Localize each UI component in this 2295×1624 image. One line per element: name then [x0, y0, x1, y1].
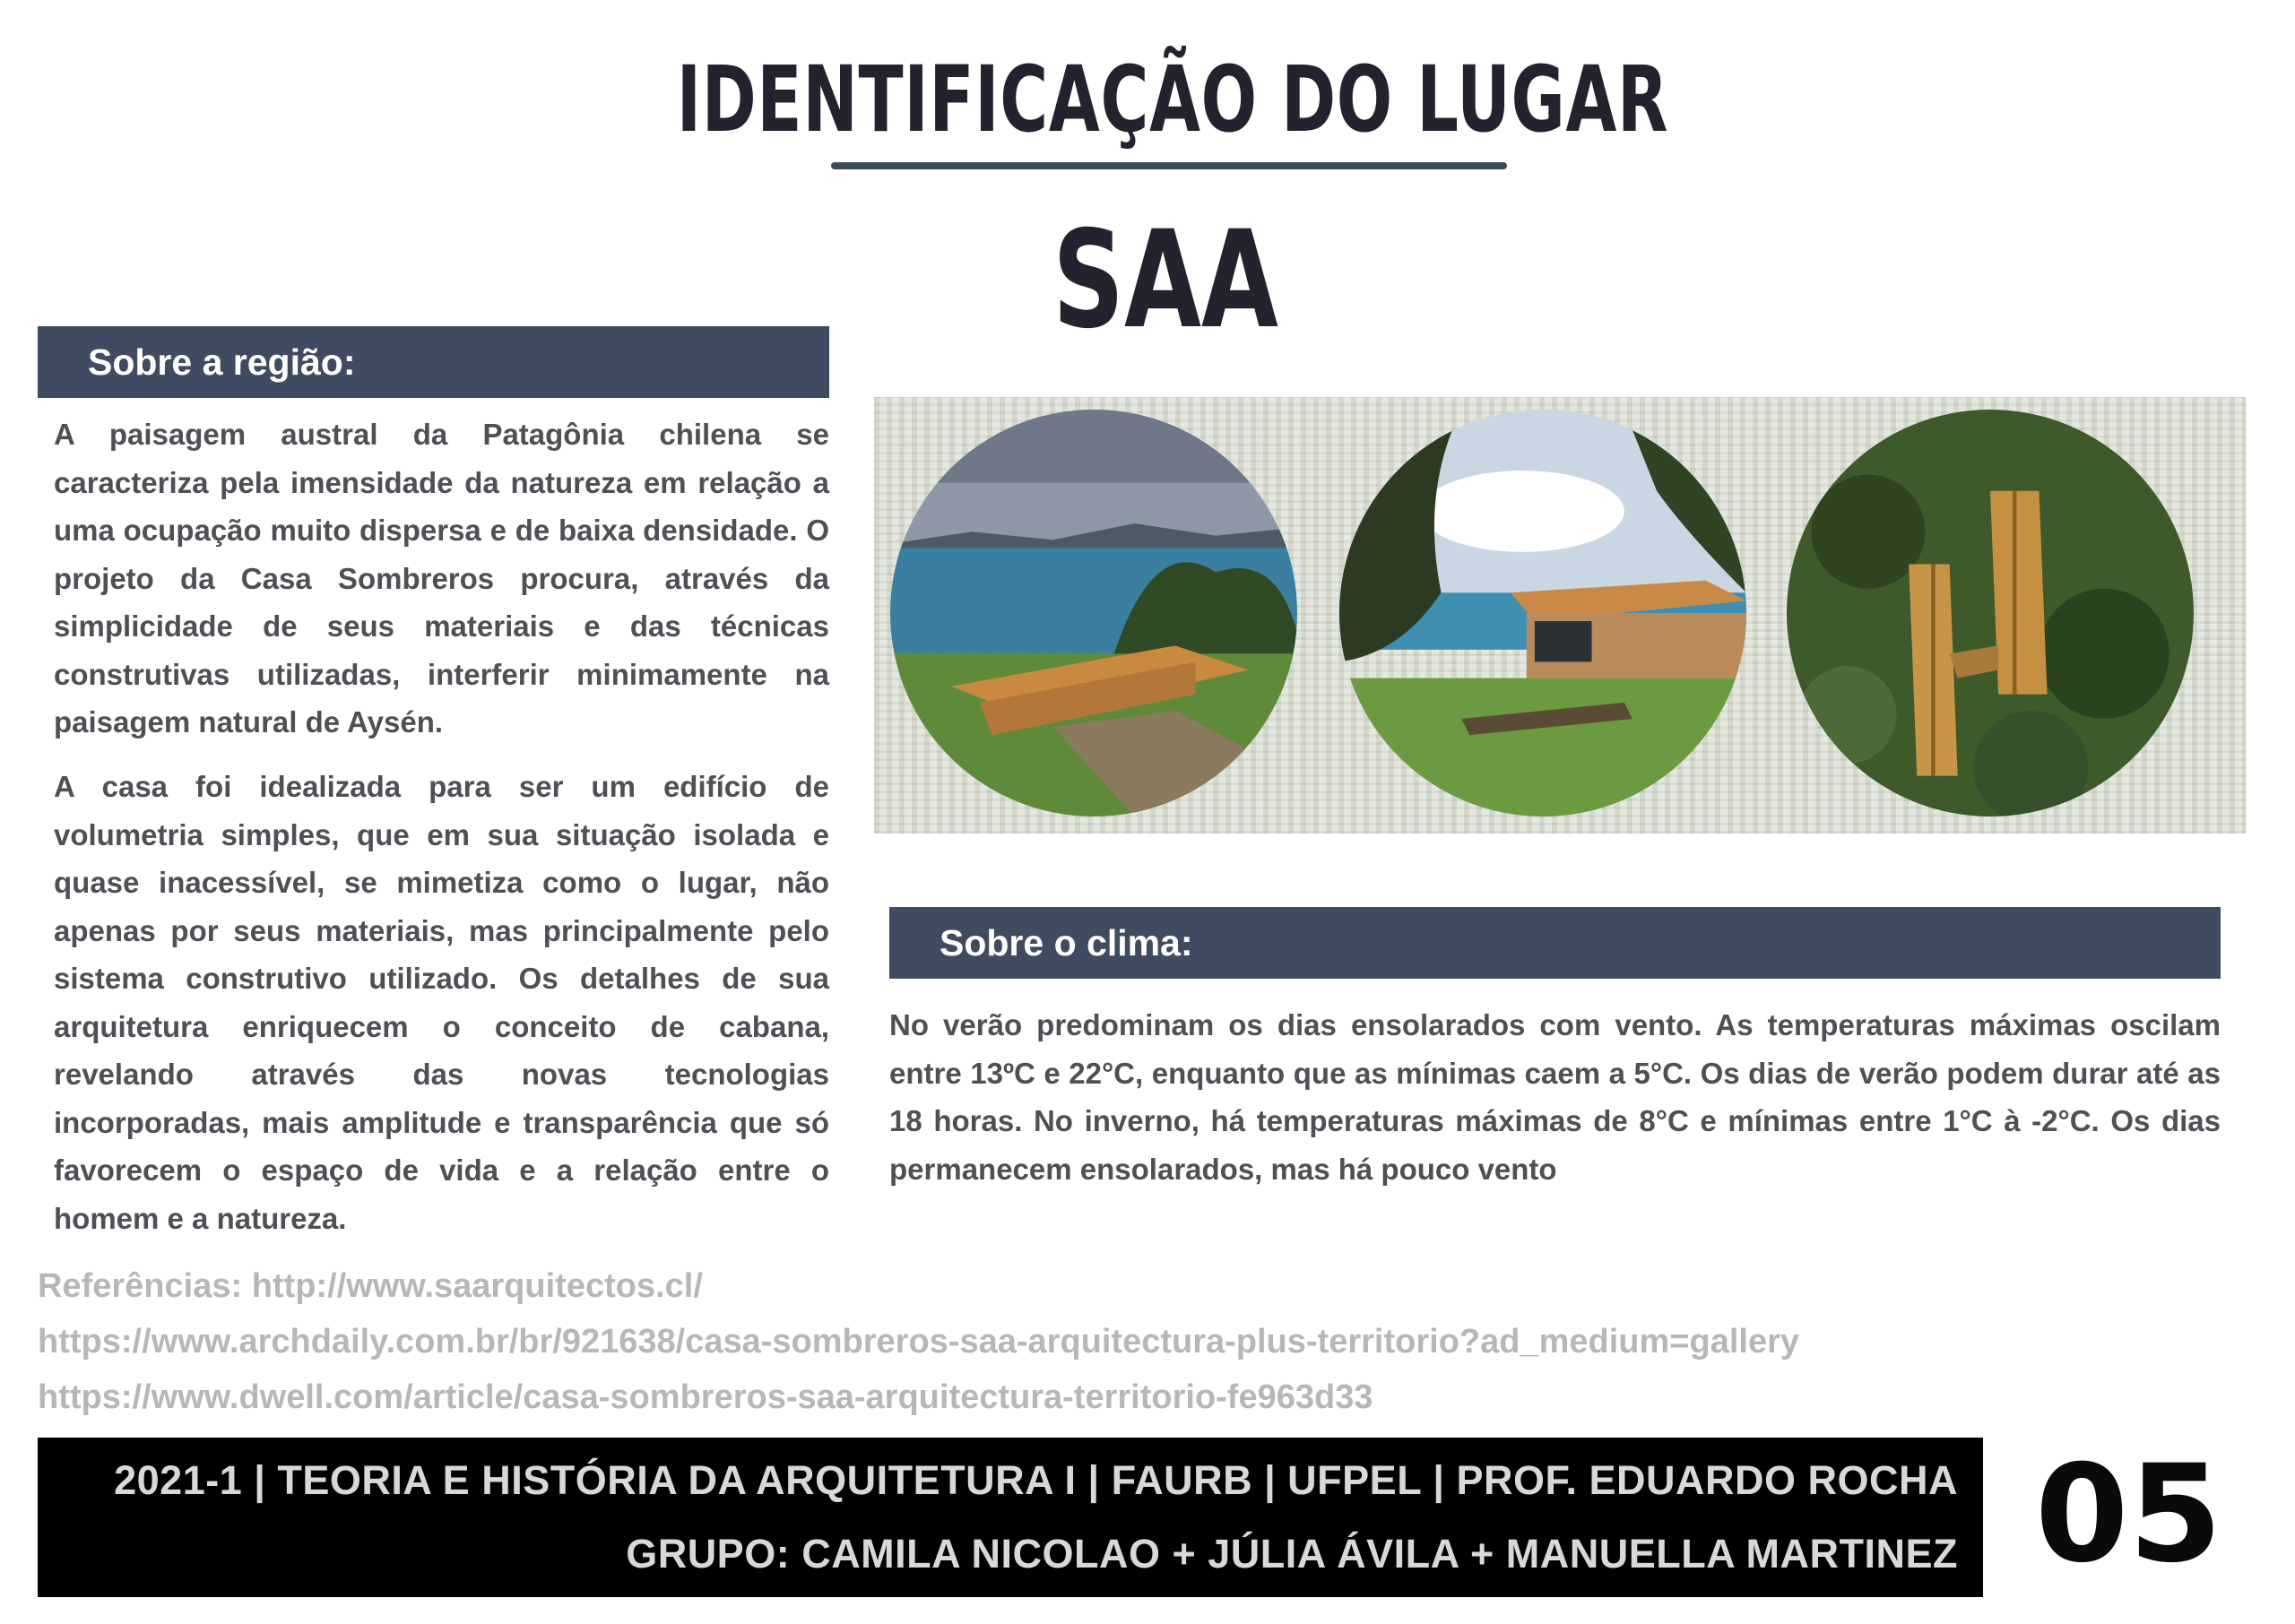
section-heading-clima: Sobre o clima:: [889, 907, 2221, 979]
regiao-paragraph-2: A casa foi idealizada para ser um edifício de volumetria simples, que em sua situação isolada e quase inacessível, se mimetiza como o lugar, não apenas por seus materiais, mas principalmente pelo sistema construtivo utilizado. Os detalhes de sua arquitetura enriquecem o conceito de cabana, revelando através das novas tecnologias incorporadas, mais amplitude e transparência que só favorecem o espaço de vida e a relação entre o homem e a natureza.: [54, 770, 829, 1235]
section-heading-regiao: Sobre a região:: [38, 326, 829, 398]
title-underline: [831, 162, 1507, 169]
clima-paragraph: No verão predominam os dias ensolarados com vento. As temperaturas máximas oscilam entre 13ºC e 22°C, enquanto que as mínimas caem a 5°C. Os dias de verão podem durar até as 18 horas. No inverno, há temperaturas máximas de 8°C e mínimas entre 1°C à -2°C. Os dias permanecem ensolarados, mas há pouco vento: [889, 1008, 2221, 1186]
page-number: 05: [2035, 1437, 2222, 1593]
references-label: Referências:: [38, 1267, 243, 1305]
photo-strip: [874, 397, 2246, 834]
photo-house-lake-view: [890, 410, 1297, 816]
footer-course-line: 2021-1 | TEORIA E HISTÓRIA DA ARQUITETURA I | FAURB | UFPEL | PROF. EDUARDO ROCHA: [114, 1457, 1958, 1503]
footer-group-line: GRUPO: CAMILA NICOLAO + JÚLIA ÁVILA + MANUELLA MARTINEZ: [626, 1531, 1958, 1576]
photo-house-with-trees: [1339, 410, 1746, 816]
photo-aerial-roof: [1787, 410, 2194, 816]
reference-link[interactable]: https://www.dwell.com/article/casa-sombreros-saa-arquitectura-territorio-fe963d33: [38, 1378, 1373, 1416]
reference-link[interactable]: http://www.saarquitectos.cl/: [251, 1267, 703, 1305]
page-subtitle: SAA: [1052, 203, 1278, 358]
regiao-paragraph-1: A paisagem austral da Patagônia chilena se caracteriza pela imensidade da natureza em relação a uma ocupação muito dispersa e de baixa densidade. O projeto da Casa Sombreros procura, através da simplicidade de seus materiais e das técnicas construtivas utilizadas, interferir minimamente na paisagem natural de Aysén.: [54, 418, 829, 739]
page-title: IDENTIFICAÇÃO DO LUGAR: [676, 47, 1669, 153]
references-first-line: [38, 1258, 1799, 1314]
references: [38, 1258, 1799, 1425]
footer-banner: [38, 1438, 1983, 1597]
reference-link[interactable]: https://www.archdaily.com.br/br/921638/casa-sombreros-saa-arquitectura-plus-territorio?ad_medium=gallery: [38, 1323, 1799, 1361]
